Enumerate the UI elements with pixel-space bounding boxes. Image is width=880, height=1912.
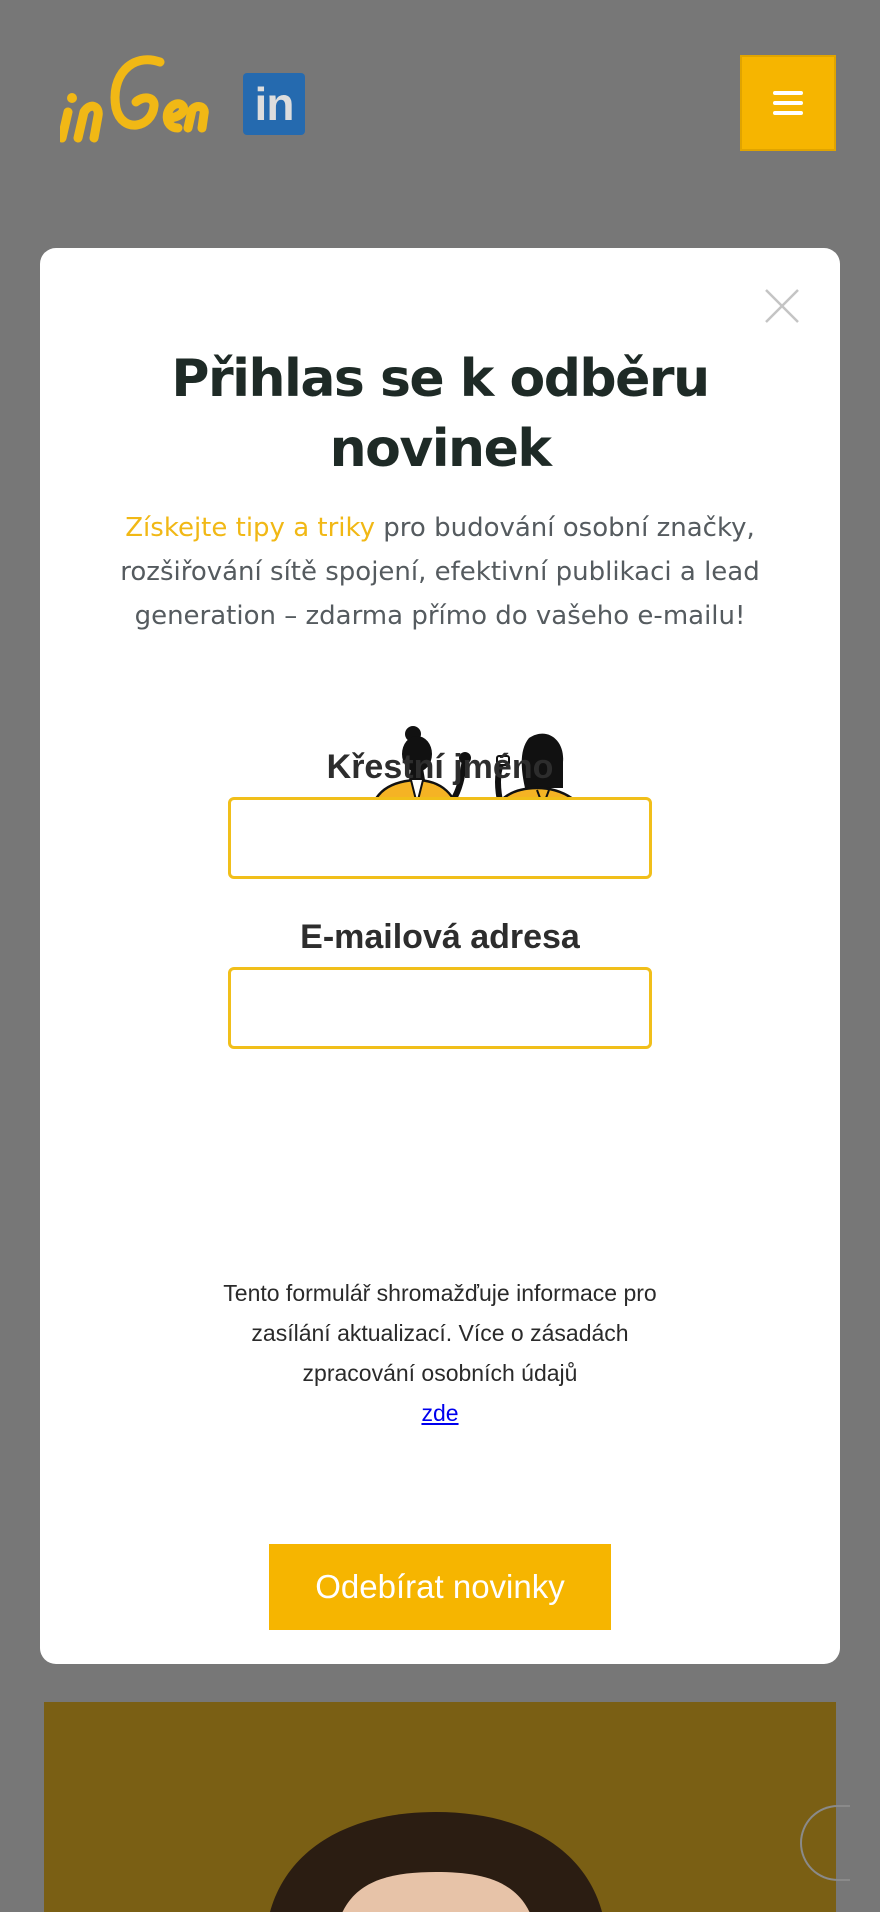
consent-body: Tento formulář shromažďuje informace pro zasílání aktualizací. Více o zásadách zpracování osobních údajů [223,1280,657,1386]
description-highlight: Získejte tipy a triky [125,513,376,543]
person-photo [256,1812,616,1912]
modal-title [40,344,840,484]
close-icon[interactable] [762,286,802,326]
linkedin-label: in [254,78,294,130]
modal-title-line2: novinek [329,419,551,479]
ingen-logo[interactable] [60,50,210,160]
hamburger-menu-icon [773,91,803,115]
email-input[interactable] [228,967,652,1049]
consent-text [210,1273,670,1433]
first-name-label: Křestní jméno [326,748,554,786]
description-text: pro budování osobní značky, rozšiřování sítě spojení, efektivní publikaci a lead generation – zdarma přímo do vašeho e-mailu! [120,513,760,631]
menu-button[interactable] [740,55,836,151]
first-name-input[interactable] [228,797,652,879]
email-label: E-mailová adresa [300,918,580,956]
privacy-link[interactable]: zde [421,1400,459,1426]
subscribe-button[interactable]: Odebírat novinky [269,1544,611,1630]
modal-title-line1: Přihlas se k odběru [171,349,709,409]
modal-description [110,506,770,638]
hero-panel [44,1702,836,1912]
newsletter-modal [40,248,840,1664]
linkedin-icon[interactable] [243,73,305,135]
